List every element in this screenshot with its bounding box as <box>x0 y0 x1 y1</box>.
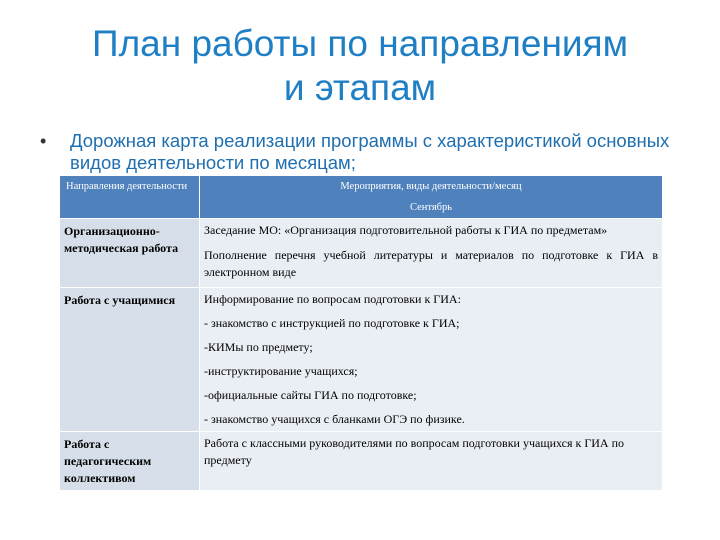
header-month: Сентябрь <box>409 202 453 213</box>
row-direction: Работа с учащимися <box>60 288 200 432</box>
activity-item: Информирование по вопросам подготовки к ГИА: <box>204 292 461 306</box>
slide-title <box>0 22 720 110</box>
activity-item: Заседание МО: «Организация подготовительной работы к ГИА по предметам» <box>204 223 608 237</box>
header-direction: Направления деятельности <box>60 176 200 219</box>
row-activities <box>200 288 663 432</box>
activity-item: Работа с классными руководителями по вопросам подготовки учащихся к ГИА по предмету <box>204 436 625 467</box>
table-header-row <box>60 176 663 219</box>
title-line-1: План работы по направлениям <box>91 23 629 64</box>
activity-item: -КИМы по предмету; <box>204 340 313 354</box>
activity-item: Пополнение перечня учебной литературы и материалов по подготовке к ГИА в электронном виде <box>204 248 658 279</box>
table-row <box>60 288 663 432</box>
activity-item: - знакомство с инструкцией по подготовке к ГИА; <box>204 316 460 330</box>
row-direction: Организационно-методическая работа <box>60 219 200 288</box>
bullet-text: Дорожная карта реализации программы с характеристикой основных видов деятельности по месяцам; <box>70 130 670 173</box>
row-activities <box>200 432 663 491</box>
activity-item: - знакомство учащихся с бланками ОГЭ по физике. <box>204 412 465 426</box>
bullet-point <box>40 130 680 174</box>
header-activities <box>200 176 663 219</box>
row-direction: Работа с педагогическим коллективом <box>60 432 200 491</box>
table-row <box>60 219 663 288</box>
bullet-dot-icon: • <box>40 131 47 151</box>
activity-item: -официальные сайты ГИА по подготовке; <box>204 388 417 402</box>
table-row <box>60 432 663 491</box>
plan-table <box>59 175 663 491</box>
row-activities <box>200 219 663 288</box>
header-activities-label: Мероприятия, виды деятельности/месяц <box>340 181 522 192</box>
activity-item: -инструктирование учащихся; <box>204 364 358 378</box>
title-line-2: и этапам <box>283 67 437 108</box>
